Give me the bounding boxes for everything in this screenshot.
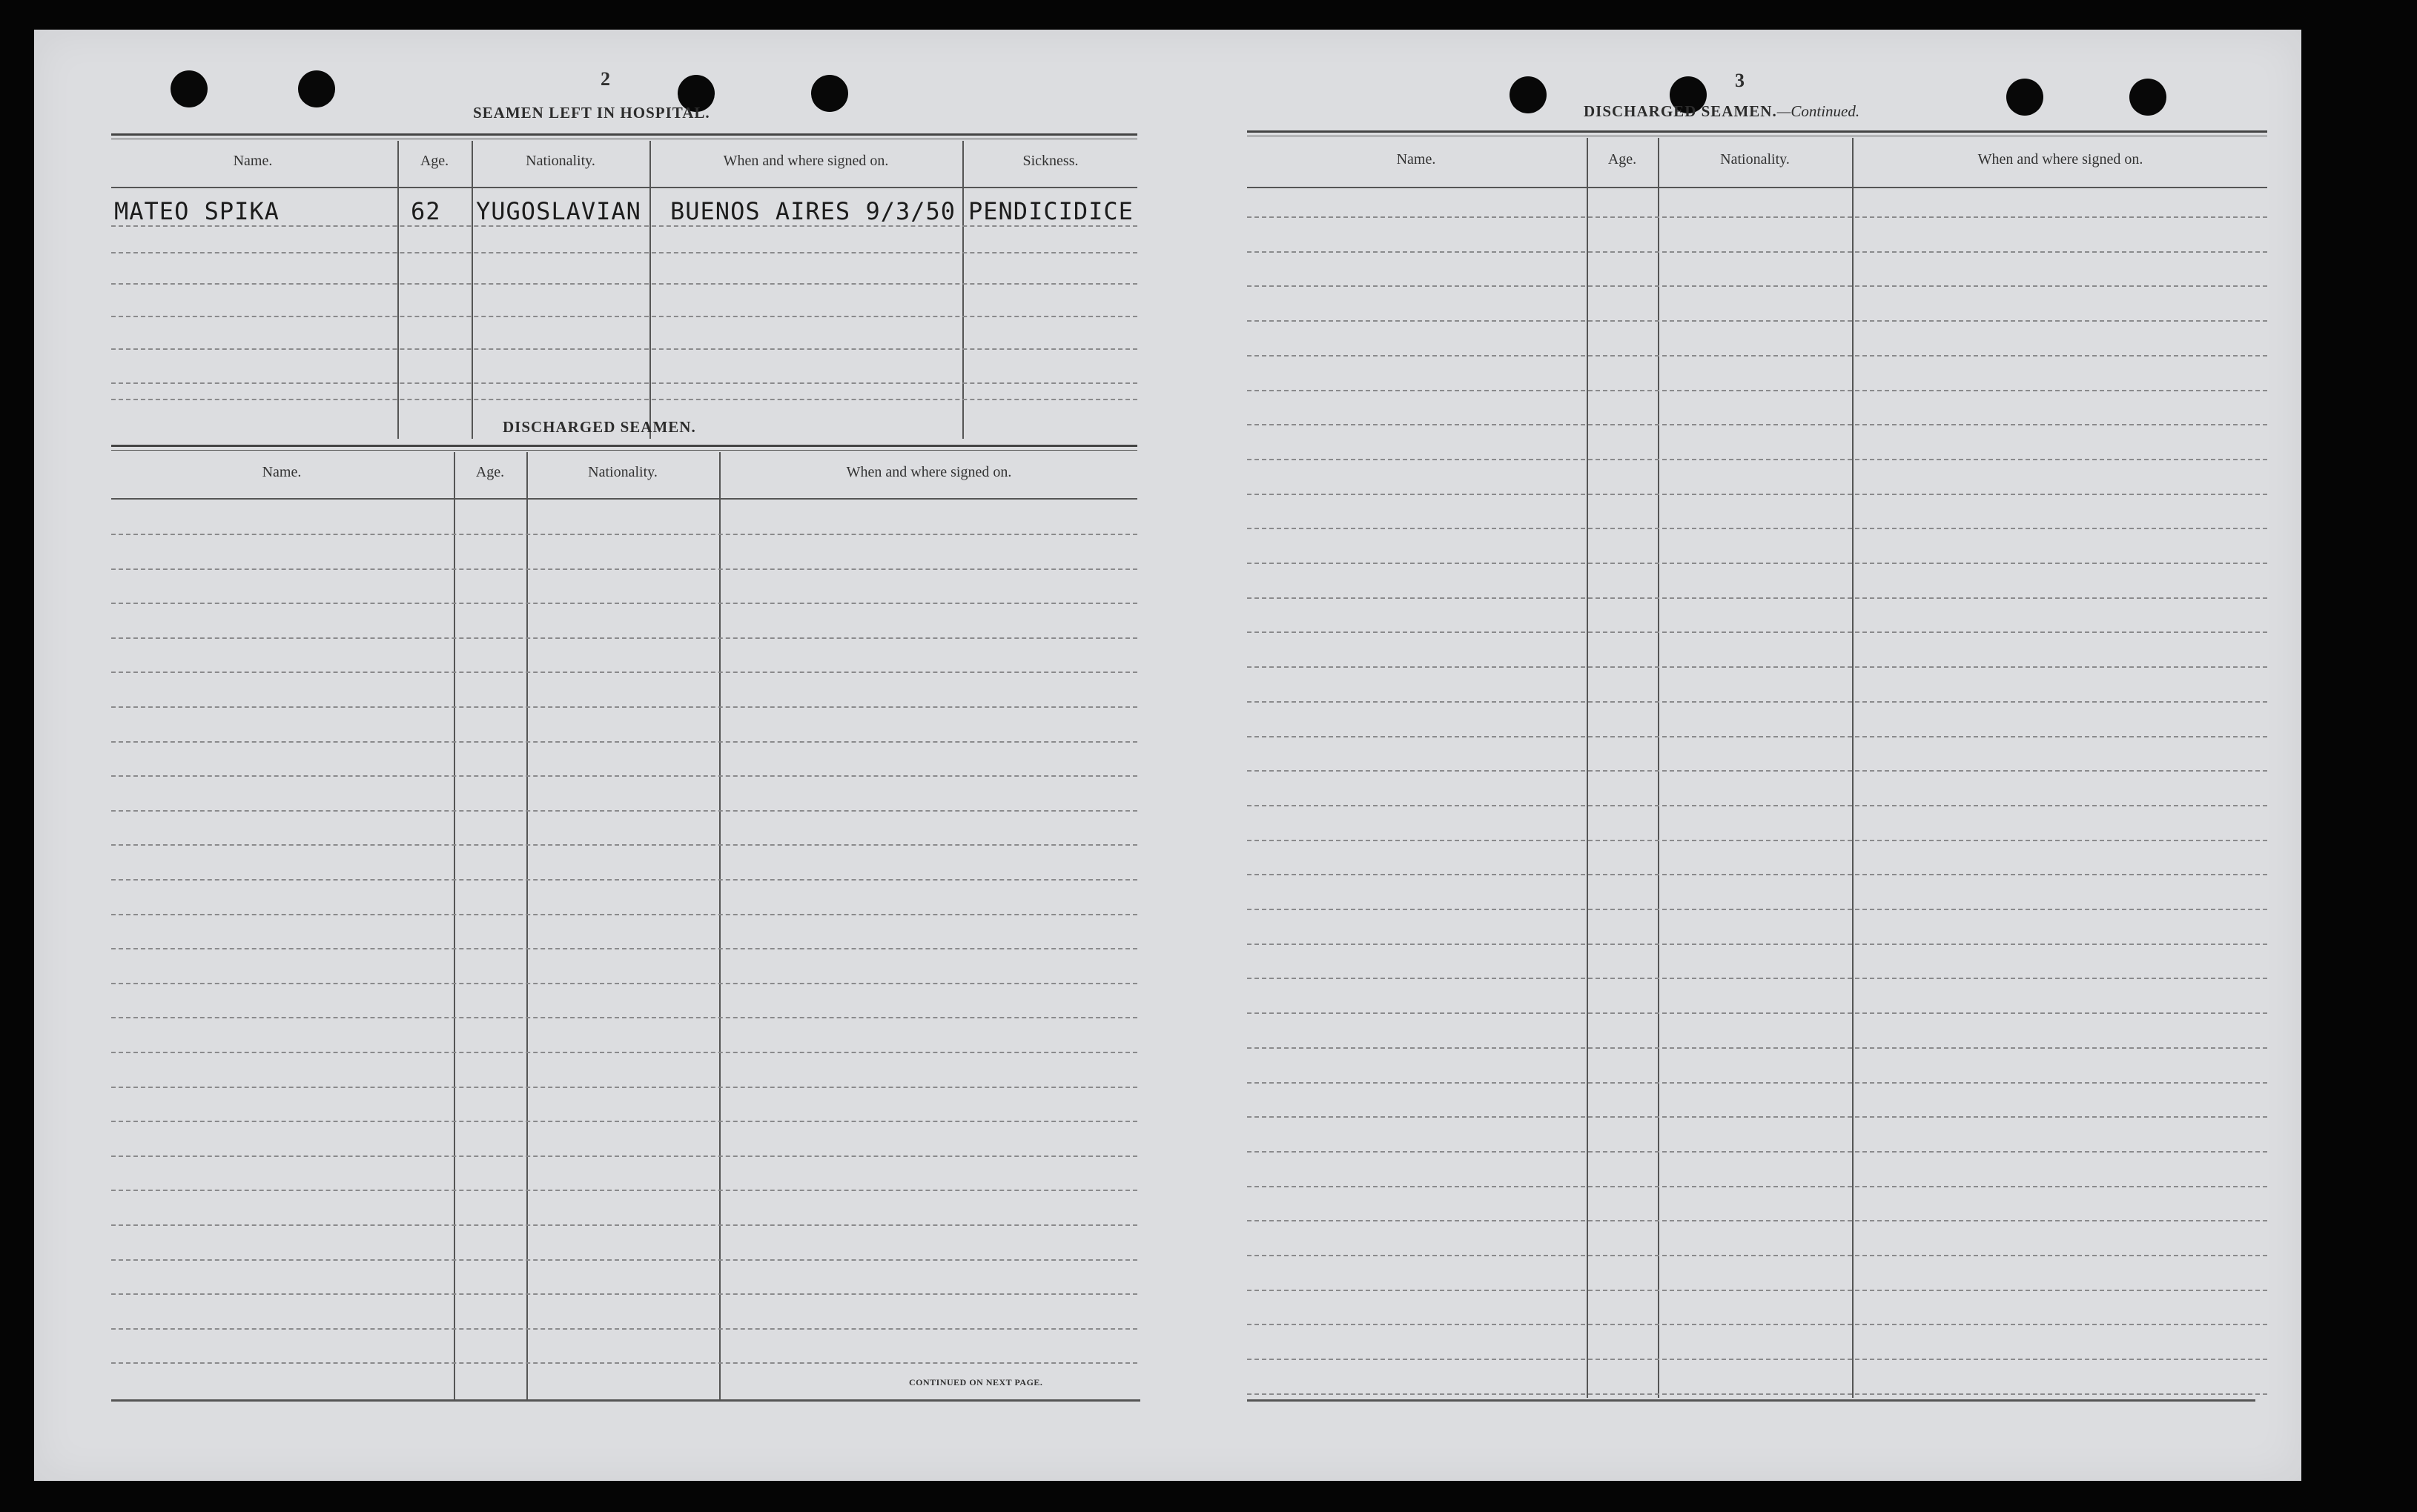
row-line: [1247, 390, 2267, 391]
row-line: [1247, 805, 2267, 806]
row-line: [1247, 978, 2267, 979]
discharged-header-age: Age.: [475, 464, 505, 480]
continued-note: CONTINUED ON NEXT PAGE.: [909, 1377, 1043, 1387]
row-line: [1247, 631, 2267, 633]
row-line: [1247, 251, 2267, 253]
right-col-divider: [1658, 138, 1659, 1398]
row-line: [1247, 597, 2267, 599]
row-line: [111, 672, 1137, 673]
row-line: [111, 1121, 1137, 1122]
hospital-top-rule: [111, 133, 1137, 139]
discharged-section-title: DISCHARGED SEAMEN.: [503, 418, 696, 436]
row-line: [111, 1328, 1137, 1330]
row-line: [111, 382, 1137, 384]
hospital-header-age: Age.: [420, 153, 449, 169]
hospital-header-sickness: Sickness.: [1022, 153, 1079, 169]
discharged-top-rule: [111, 445, 1137, 451]
hospital-entry-age: 62: [411, 197, 441, 225]
left-page-number: 2: [601, 68, 610, 90]
punch-hole: [298, 70, 335, 107]
hospital-col-divider: [397, 141, 399, 439]
right-col-divider: [1852, 138, 1854, 1398]
row-line: [1247, 1220, 2267, 1221]
row-line: [111, 1017, 1137, 1018]
row-line: [111, 1293, 1137, 1295]
discharged-col-divider: [454, 452, 455, 1399]
row-line: [111, 741, 1137, 743]
hospital-entry-name: MATEO SPIKA: [114, 197, 280, 225]
punch-hole: [2006, 79, 2043, 116]
row-line: [111, 706, 1137, 708]
row-line: [111, 948, 1137, 949]
right-bottom-rule: [1247, 1399, 2255, 1402]
row-line: [1247, 944, 2267, 945]
row-line: [1247, 1290, 2267, 1291]
row-line: [1247, 285, 2267, 287]
row-line: [111, 252, 1137, 253]
row-line: [1247, 563, 2267, 564]
row-line: [1247, 1186, 2267, 1187]
row-line: [1247, 355, 2267, 357]
row-line: [111, 1224, 1137, 1226]
row-line: [1247, 840, 2267, 841]
row-line: [111, 1052, 1137, 1053]
discharged-header-rule: [111, 498, 1137, 500]
row-line: [111, 1259, 1137, 1261]
row-line: [1247, 459, 2267, 460]
row-line: [111, 1362, 1137, 1364]
row-line: [1247, 736, 2267, 737]
row-line: [1247, 1116, 2267, 1118]
right-header-signed-on: When and where signed on.: [1977, 151, 2143, 168]
row-line: [1247, 666, 2267, 668]
row-line: [1247, 1012, 2267, 1014]
hospital-header-signed-on: When and where signed on.: [723, 153, 889, 169]
row-line: [111, 534, 1137, 535]
row-line: [111, 348, 1137, 350]
row-line: [111, 637, 1137, 639]
row-line: [111, 914, 1137, 915]
punch-hole: [171, 70, 208, 107]
hospital-header-name: Name.: [233, 153, 273, 169]
row-line: [1247, 770, 2267, 772]
left-bottom-rule: [111, 1399, 1140, 1402]
row-line: [111, 316, 1137, 317]
row-line: [111, 1190, 1137, 1191]
right-header-rule: [1247, 187, 2267, 188]
right-page-number: 3: [1735, 70, 1745, 91]
hospital-section-title: SEAMEN LEFT IN HOSPITAL.: [473, 104, 710, 122]
right-header-age: Age.: [1607, 151, 1637, 168]
punch-hole: [2129, 79, 2166, 116]
row-line: [1247, 1393, 2267, 1395]
discharged-col-divider: [719, 452, 721, 1399]
row-line: [1247, 424, 2267, 425]
right-header-name: Name.: [1396, 151, 1436, 168]
hospital-entry-sickness: PENDICIDICE: [968, 197, 1134, 225]
right-col-divider: [1587, 138, 1588, 1398]
row-line: [111, 399, 1137, 400]
row-line: [111, 810, 1137, 812]
row-line: [1247, 320, 2267, 322]
discharged-header-nationality: Nationality.: [588, 464, 658, 480]
row-line: [111, 879, 1137, 881]
right-title-main: DISCHARGED SEAMEN.: [1584, 102, 1777, 120]
row-line: [111, 225, 1137, 227]
discharged-header-name: Name.: [262, 464, 302, 480]
hospital-header-nationality: Nationality.: [526, 153, 595, 169]
ledger-paper: [34, 30, 2301, 1481]
hospital-col-divider: [472, 141, 473, 439]
row-line: [1247, 1255, 2267, 1256]
hospital-entry-signed-on: BUENOS AIRES 9/3/50: [670, 197, 956, 225]
row-line: [1247, 1082, 2267, 1084]
hospital-col-divider: [649, 141, 651, 439]
row-line: [111, 844, 1137, 846]
row-line: [1247, 701, 2267, 703]
row-line: [1247, 909, 2267, 910]
row-line: [1247, 1359, 2267, 1360]
right-header-nationality: Nationality.: [1720, 151, 1790, 168]
row-line: [1247, 1324, 2267, 1325]
row-line: [1247, 494, 2267, 495]
discharged-col-divider: [526, 452, 528, 1399]
row-line: [1247, 1047, 2267, 1049]
row-line: [111, 1155, 1137, 1157]
row-line: [111, 283, 1137, 285]
row-line: [111, 568, 1137, 570]
row-line: [111, 775, 1137, 777]
right-title-suffix: —Continued.: [1776, 102, 1860, 120]
hospital-entry-nationality: YUGOSLAVIAN: [476, 197, 641, 225]
discharged-header-signed-on: When and where signed on.: [846, 464, 1012, 480]
row-line: [1247, 216, 2267, 218]
row-line: [1247, 528, 2267, 529]
right-top-rule: [1247, 130, 2267, 136]
punch-hole: [1510, 76, 1547, 113]
hospital-col-divider: [962, 141, 964, 439]
right-section-title: [1584, 102, 1859, 121]
row-line: [1247, 1151, 2267, 1153]
row-line: [111, 983, 1137, 984]
row-line: [111, 1087, 1137, 1088]
row-line: [111, 603, 1137, 604]
hospital-header-rule: [111, 187, 1137, 188]
punch-hole: [811, 75, 848, 112]
row-line: [1247, 874, 2267, 875]
